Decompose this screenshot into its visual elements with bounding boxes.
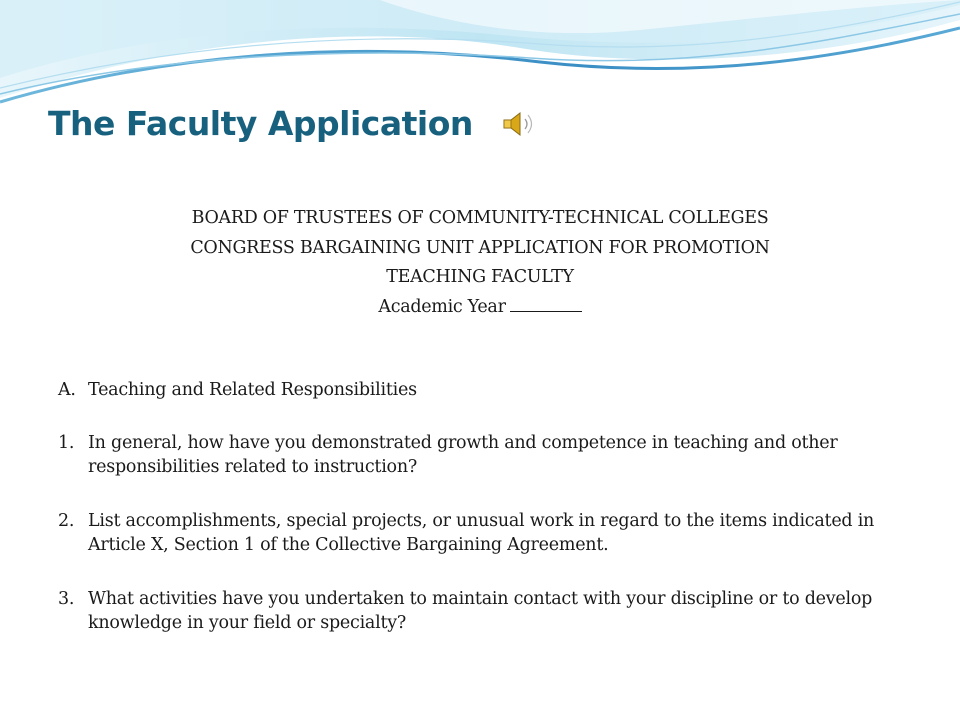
section-heading: [58, 378, 908, 402]
question-item-3: [58, 587, 908, 635]
slide-title: The Faculty Application: [48, 104, 473, 143]
question-text: In general, how have you demonstrated growth and competence in teaching and other responsibilities related to instruction?: [88, 433, 838, 477]
header-board-line: BOARD OF TRUSTEES OF COMMUNITY-TECHNICAL COLLEGES: [191, 208, 769, 228]
question-number: 2.: [58, 511, 75, 531]
header-wave-decoration: [0, 0, 960, 120]
header-faculty-line: TEACHING FACULTY: [386, 267, 574, 287]
question-item-2: [58, 509, 908, 557]
question-number: 1.: [58, 433, 75, 453]
application-content: [58, 378, 908, 665]
question-text: What activities have you undertaken to maintain contact with your discipline or to develop knowledge in your field or specialty?: [88, 589, 873, 633]
question-number: 3.: [58, 589, 75, 609]
academic-year-line: [60, 293, 900, 323]
academic-year-label: Academic Year: [378, 296, 506, 317]
question-item-1: [58, 431, 908, 479]
section-marker: A.: [58, 380, 76, 400]
speaker-icon[interactable]: [502, 110, 538, 138]
academic-year-blank: [510, 293, 582, 312]
section-title: Teaching and Related Responsibilities: [88, 380, 417, 400]
question-text: List accomplishments, special projects, or unusual work in regard to the items indicated in Article X, Section 1 of the Collective Bargaining Agreement.: [88, 511, 875, 555]
application-header: [60, 204, 900, 322]
header-unit-line: CONGRESS BARGAINING UNIT APPLICATION FOR PROMOTION: [190, 237, 770, 258]
